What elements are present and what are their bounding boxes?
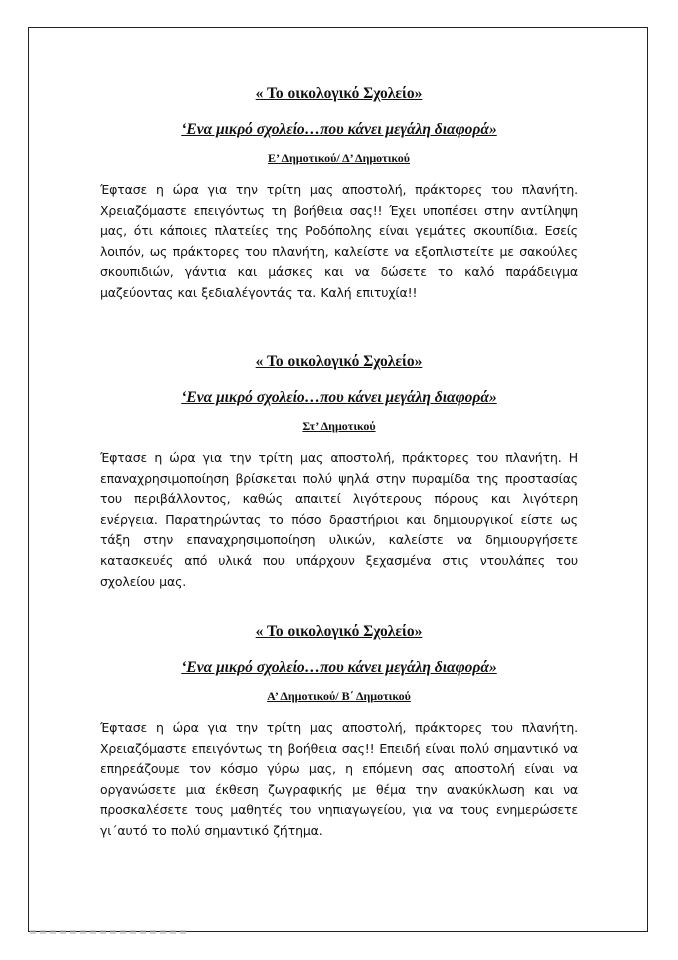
mission-section-grades-1-2 — [100, 622, 578, 842]
grade-label: Ε’ Δημοτικού/ Δ’ Δημοτικού — [268, 151, 410, 165]
grade-label: Α’ Δημοτικού/ Β΄ Δημοτικού — [267, 689, 411, 703]
section-heading: « Το οικολογικό Σχολείο» — [255, 623, 423, 640]
section-heading: « Το οικολογικό Σχολείο» — [255, 85, 423, 102]
mission-text: Έφτασε η ώρα για την τρίτη μας αποστολή, πράκτορες του πλανήτη. Η επαναχρησιμοποίηση βρίσκεται πολύ ψηλά στην πυραμίδα της προστασίας του περιβάλλοντος, καθώς απαιτεί λιγότερους πόρους και λιγότερη ενέργεια. Παρατηρώντας το πόσο δραστήριοι και δημιουργικοί είστε ως τάξη στην επαναχρησιμοποίηση υλικών, καλείστε να δημιουργήσετε κατασκευές από υλικά που υπάρχουν ξεχασμένα στις ντουλάπες του σχολείου μας. — [100, 450, 578, 589]
section-subtitle: ‘Ενα μικρό σχολείο…που κάνει μεγάλη διαφορά» — [181, 659, 497, 676]
section-heading: « Το οικολογικό Σχολείο» — [255, 353, 423, 370]
grade-label: Στ’ Δημοτικού — [302, 419, 376, 433]
section-subtitle: ‘Ενα μικρό σχολείο…που κάνει μεγάλη διαφορά» — [181, 121, 497, 138]
mission-section-grade-6 — [100, 352, 578, 592]
scan-artifact — [30, 930, 190, 934]
mission-text: Έφτασε η ώρα για την τρίτη μας αποστολή, πράκτορες του πλανήτη. Χρειαζόμαστε επειγόντως τη βοήθεια σας!! Έχει υποπέσει στην αντίληψη μας, ότι κάποιες πλατείες της Ροδόπολης είναι γεμάτες σκουπίδια. Εσείς λοιπόν, ως πράκτορες του πλανήτη, καλείστε να εξοπλιστείτε με σακούλες σκουπιδιών, γάντια και μάσκες και να δώσετε το καλό παράδειγμα μαζεύοντας και ξεδιαλέγοντάς τα. Καλή επιτυχία!! — [100, 182, 578, 300]
mission-text: Έφτασε η ώρα για την τρίτη μας αποστολή, πράκτορες του πλανήτη. Χρειαζόμαστε επειγόντως τη βοήθεια σας!! Επειδή είναι πολύ σημαντικό να επηρεάζουμε τον κόσμο γύρω μας, η επόμενη σας αποστολή είναι να οργανώσετε μια έκθεση ζωγραφικής με θέμα την ανακύκλωση και να προσκαλέσετε τους μαθητές του νηπιαγωγείου, για να τους ενημερώσετε γι΄αυτό το πολύ σημαντικό ζήτημα. — [100, 720, 578, 838]
section-subtitle: ‘Ενα μικρό σχολείο…που κάνει μεγάλη διαφορά» — [181, 389, 497, 406]
mission-section-grades-5-4 — [100, 84, 578, 304]
